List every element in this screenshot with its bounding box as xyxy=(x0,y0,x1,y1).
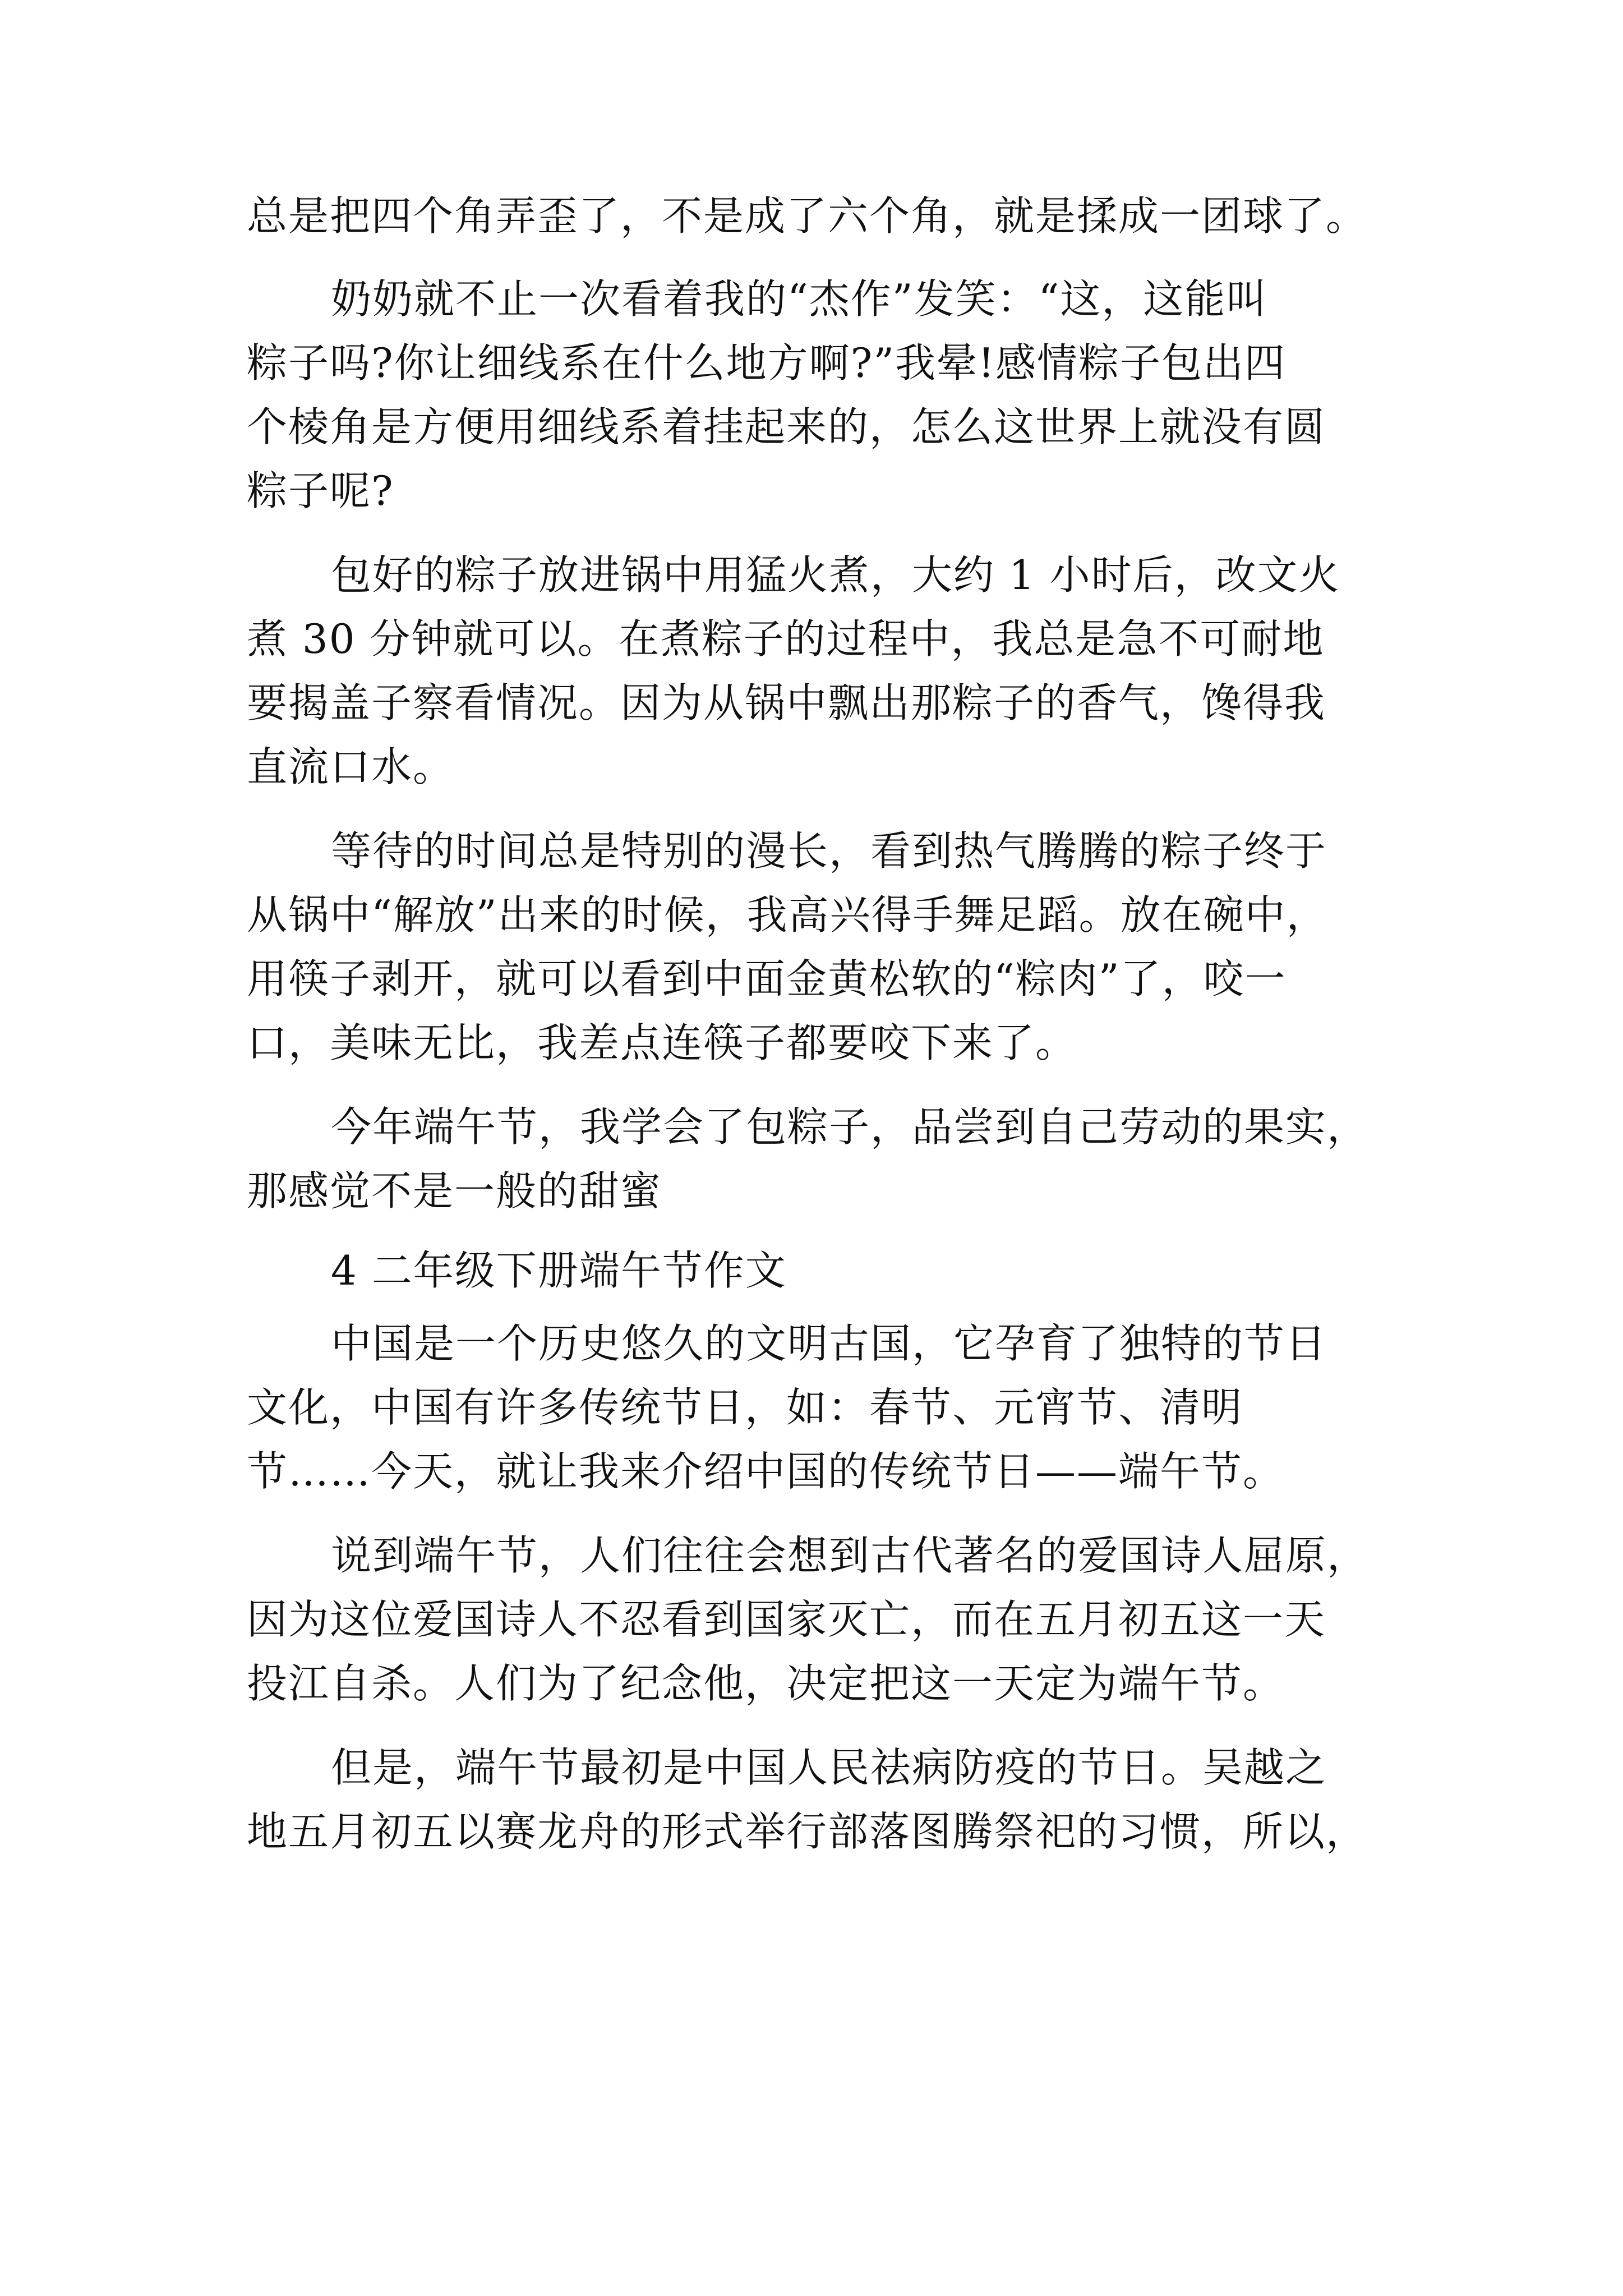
text-line: 包好的粽子放进锅中用猛火煮，大约 1 小时后，改文火 xyxy=(331,551,1340,599)
text-line: 投江自杀。人们为了纪念他，决定把这一天定为端午节。 xyxy=(247,1660,1285,1707)
text-line: 煮 30 分钟就可以。在煮粽子的过程中，我总是急不可耐地 xyxy=(247,615,1325,662)
text-line: 粽子呢? xyxy=(247,467,394,514)
text-line: 说到端午节，人们往往会想到古代著名的爱国诗人屈原， xyxy=(331,1532,1369,1579)
text-line: 节……今天，就让我来介绍中国的传统节日——端午节。 xyxy=(247,1448,1285,1495)
text-line: 等待的时间总是特别的漫长，看到热气腾腾的粽子终于 xyxy=(331,827,1327,875)
text-line: 粽子吗?你让细线系在什么地方啊?”我晕!感情粽子包出四 xyxy=(247,339,1286,386)
text-line: 个棱角是方便用细线系着挂起来的，怎么这世界上就没有圆 xyxy=(247,403,1326,450)
text-line: 但是，端午节最初是中国人民祛病防疫的节日。吴越之 xyxy=(331,1744,1327,1791)
text-line: 因为这位爱国诗人不忍看到国家灭亡，而在五月初五这一天 xyxy=(247,1596,1326,1643)
text-line: 那感觉不是一般的甜蜜 xyxy=(247,1167,662,1214)
text-line: 总是把四个角弄歪了，不是成了六个角，就是揉成一团球了。 xyxy=(247,192,1368,240)
text-line: 口，美味无比，我差点连筷子都要咬下来了。 xyxy=(247,1019,1077,1066)
text-line: 奶奶就不止一次看着我的“杰作”发笑：“这，这能叫 xyxy=(331,275,1268,323)
text-line: 直流口水。 xyxy=(247,743,455,790)
text-line: 文化，中国有许多传统节日，如：春节、元宵节、清明 xyxy=(247,1384,1243,1431)
text-line: 要揭盖子察看情况。因为从锅中飘出那粽子的香气，馋得我 xyxy=(247,679,1326,726)
text-line: 今年端午节，我学会了包粽子，品尝到自己劳动的果实， xyxy=(331,1103,1369,1151)
text-line: 用筷子剥开，就可以看到中面金黄松软的“粽肉”了，咬一 xyxy=(247,955,1287,1002)
text-line: 从锅中“解放”出来的时候，我高兴得手舞足蹈。放在碗中， xyxy=(247,891,1328,938)
document-page xyxy=(247,185,1380,2148)
text-line: 地五月初五以赛龙舟的形式举行部落图腾祭祀的习惯，所以， xyxy=(247,1808,1368,1855)
text-line: 中国是一个历史悠久的文明古国，它孕育了独特的节日 xyxy=(331,1320,1327,1367)
section-heading: 4 二年级下册端午节作文 xyxy=(331,1247,787,1294)
